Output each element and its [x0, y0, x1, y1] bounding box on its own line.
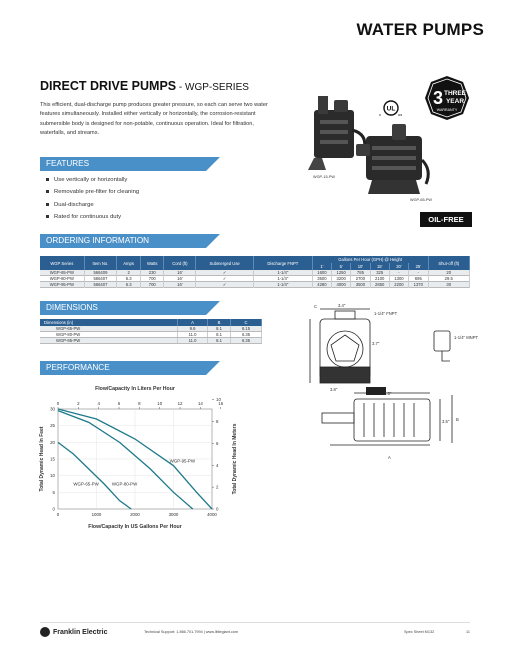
- table-cell: 1-1/4": [253, 282, 312, 288]
- table-cell: 2700: [351, 276, 370, 282]
- y-tick-label: 10: [50, 473, 55, 479]
- dim-d2-label: 3.7": [372, 341, 380, 346]
- page-number: 11: [466, 630, 470, 634]
- table-cell: 566407: [84, 282, 117, 288]
- table-cell: 16': [164, 276, 196, 282]
- col-header: Discharge FNPT: [253, 256, 312, 270]
- svg-text:UL: UL: [386, 105, 396, 113]
- right-tick-label: 10: [216, 397, 221, 403]
- height-header: 5': [332, 263, 351, 270]
- table-cell: 8.1: [207, 332, 230, 338]
- feature-item: Removable pre-filter for cleaning: [46, 186, 139, 198]
- height-header: 10': [351, 263, 370, 270]
- svg-text:YEAR: YEAR: [445, 98, 465, 105]
- top-tick-label: 8: [138, 401, 141, 406]
- table-cell: 16': [164, 282, 196, 288]
- table-cell: 1-1/4": [253, 276, 312, 282]
- table-cell: 325: [370, 270, 389, 276]
- dimensions-band: [40, 301, 206, 315]
- right-tick-label: 6: [216, 440, 219, 446]
- brand-logo: [40, 627, 107, 637]
- table-cell: 9.6: [178, 326, 208, 332]
- table-cell: 3500: [312, 276, 331, 282]
- table-cell: ✓: [196, 270, 254, 276]
- y-tick-label: 5: [52, 489, 55, 495]
- col-header: Dimensions (in): [40, 319, 178, 326]
- col-header: Amps: [117, 256, 141, 270]
- table-cell: 4280: [312, 282, 331, 288]
- spec-sheet-id: Spec Sheet M132: [404, 630, 435, 634]
- table-cell: 700: [141, 276, 164, 282]
- table-cell: 1-1/4": [253, 270, 312, 276]
- bullet-icon: [46, 178, 49, 181]
- dim-c-label: C: [314, 304, 318, 309]
- feature-item: Rated for continuous duty: [46, 211, 139, 223]
- series-label: WGP-95-PW: [169, 458, 196, 464]
- table-cell: 30: [428, 282, 470, 288]
- franklin-logo-icon: [40, 627, 50, 637]
- table-cell: 11.0: [178, 338, 208, 344]
- col-header: Submerged Use: [196, 256, 254, 270]
- svg-text:THREE: THREE: [443, 90, 467, 97]
- svg-text:c: c: [379, 112, 381, 117]
- dim-a-label: A: [388, 455, 391, 460]
- table-cell: 695: [409, 276, 428, 282]
- col-header: C: [231, 319, 262, 326]
- table-cell: -: [389, 270, 408, 276]
- col-header: Shut-off (ft): [428, 256, 470, 270]
- page-title: WATER PUMPS: [356, 20, 484, 39]
- section-title: [40, 79, 249, 93]
- y-tick-label: 20: [50, 439, 55, 445]
- table-cell: ✓: [196, 276, 254, 282]
- table-cell: 6.3: [117, 276, 141, 282]
- x-tick-label: 4000: [207, 512, 217, 517]
- table-cell: 11.0: [178, 332, 208, 338]
- svg-text:us: us: [398, 112, 403, 117]
- col-header: Cord (ft): [164, 256, 196, 270]
- x-axis-label: Flow/Capacity In US Gallons Per Hour: [88, 524, 182, 530]
- ordering-band: [40, 234, 206, 248]
- col-header: WGP Series: [40, 256, 84, 270]
- top-tick-label: 6: [117, 401, 121, 406]
- performance-band: [40, 361, 206, 375]
- performance-chart: [36, 377, 242, 535]
- table-cell: 700: [141, 282, 164, 288]
- chart-title: Flow/Capacity In Liters Per Hour: [95, 386, 175, 392]
- col-header: B: [207, 319, 230, 326]
- y-tick-label: 0: [52, 506, 55, 512]
- table-row: [40, 282, 470, 288]
- table-cell: 20: [428, 270, 470, 276]
- bullet-icon: [46, 215, 49, 218]
- table-cell: 6.3: [117, 282, 141, 288]
- ordering-heading: ORDERING INFORMATION: [46, 236, 150, 245]
- pump-small-label: WGP-15-PW: [313, 175, 335, 179]
- table-cell: WGP-80-PW: [40, 276, 84, 282]
- table-cell: 785: [351, 270, 370, 276]
- svg-text:3: 3: [432, 88, 444, 108]
- top-tick-label: 4: [97, 401, 100, 406]
- table-cell: WGP-65-PW: [40, 270, 84, 276]
- ul-certification-icon: [378, 100, 404, 118]
- dim-d5-label: 3.5": [442, 419, 450, 424]
- right-tick-label: 4: [216, 462, 219, 468]
- top-tick-label: 16: [218, 401, 224, 406]
- top-tick-label: 0: [56, 401, 60, 406]
- table-cell: WGP-65-PW: [40, 326, 178, 332]
- table-cell: 1370: [409, 282, 428, 288]
- intro-paragraph: This efficient, dual-discharge pump produces greater pressure, so each can serve two water features simultaneously. Installed either vertically or horizontally, the corrosion-resistant submersible body is designed for non-potable, continuous operation. Ideal for filtration, waterfalls, and streams.: [40, 102, 268, 136]
- height-header: 15': [370, 263, 389, 270]
- table-cell: WGP-80-PW: [40, 332, 178, 338]
- y-axis-label: Total Dynamic Head In Feet: [39, 426, 45, 492]
- right-tick-label: 8: [216, 419, 219, 425]
- table-cell: 4000: [332, 282, 351, 288]
- table-row: [40, 338, 262, 344]
- dim-d4-label: 1.5": [384, 391, 392, 396]
- dim-b-label: B: [456, 417, 459, 422]
- x-tick-label: 0: [56, 512, 60, 517]
- top-tick-label: 2: [77, 401, 80, 406]
- table-cell: 230: [141, 270, 164, 276]
- table-cell: 16': [164, 270, 196, 276]
- footer-divider: [40, 622, 470, 623]
- right-tick-label: 0: [216, 506, 219, 512]
- support-info: Technical Support: 1.866.701.7994 | www.littlegiant.com: [144, 630, 239, 634]
- height-header: 1': [312, 263, 331, 270]
- table-cell: ✓: [196, 282, 254, 288]
- pump-large-image: [352, 120, 434, 200]
- height-header: 25': [409, 263, 428, 270]
- feature-item: Use vertically or horizontally: [46, 174, 139, 186]
- x-tick-label: 1000: [91, 512, 102, 517]
- ordering-table-body: [40, 270, 470, 288]
- svg-text:WARRANTY: WARRANTY: [436, 108, 458, 112]
- table-cell: 1600: [312, 270, 331, 276]
- y-tick-label: 30: [50, 406, 55, 412]
- table-cell: 2100: [370, 276, 389, 282]
- table-cell: 6.35: [231, 332, 262, 338]
- table-cell: 566407: [84, 276, 117, 282]
- table-cell: 8.1: [207, 326, 230, 332]
- x-tick-label: 2000: [130, 512, 140, 517]
- brand-name: Franklin Electric: [53, 628, 108, 636]
- table-cell: 1300: [389, 276, 408, 282]
- top-tick-label: 14: [197, 401, 203, 406]
- oil-free-badge: OIL-FREE: [420, 212, 472, 227]
- col-header: Gallons Per Hour (GPH) @ Height: [312, 256, 428, 263]
- table-cell: 566409: [84, 270, 117, 276]
- dimension-drawing: [292, 303, 478, 463]
- table-cell: 6.35: [231, 338, 262, 344]
- table-cell: 29.5: [428, 276, 470, 282]
- bullet-icon: [46, 190, 49, 193]
- feature-item: Dual-discharge: [46, 199, 139, 211]
- table-cell: 8.1: [207, 338, 230, 344]
- table-cell: 2: [117, 270, 141, 276]
- features-band: [40, 157, 206, 171]
- y-tick-label: 25: [50, 423, 55, 429]
- dim-d3-label: 3.8": [330, 387, 338, 392]
- height-header: 20': [389, 263, 408, 270]
- warranty-badge-icon: [424, 75, 470, 121]
- series-label: WGP-80-PW: [111, 481, 138, 487]
- table-cell: 2850: [370, 282, 389, 288]
- dimensions-table-body: [40, 326, 262, 344]
- top-tick-label: 10: [157, 401, 163, 406]
- series-label: WGP-65-PW: [73, 481, 99, 487]
- table-cell: 6.15: [231, 326, 262, 332]
- table-cell: 2200: [389, 282, 408, 288]
- section-title-main: DIRECT DRIVE PUMPS: [40, 79, 177, 93]
- col-header: A: [178, 319, 208, 326]
- mnpt-label: 1-1/4" MNPT: [454, 335, 478, 340]
- right-tick-label: 2: [216, 484, 219, 490]
- table-cell: 3200: [332, 276, 351, 282]
- table-cell: -: [409, 270, 428, 276]
- dimensions-heading: DIMENSIONS: [46, 303, 98, 312]
- pump-large-label: WGP-65-PW: [410, 198, 432, 202]
- col-header: Item No.: [84, 256, 117, 270]
- ordering-table: [40, 256, 470, 288]
- dim-d1-label: 3.4": [338, 303, 346, 308]
- table-cell: 3500: [351, 282, 370, 288]
- series-label: - WGP-SERIES: [176, 82, 249, 93]
- table-cell: 1250: [332, 270, 351, 276]
- col-header: Watts: [141, 256, 164, 270]
- y-axis-label-right: Total Dynamic Head In Meters: [232, 423, 238, 495]
- features-heading: FEATURES: [46, 159, 90, 168]
- features-list: [46, 174, 139, 223]
- bullet-icon: [46, 203, 49, 206]
- table-cell: WGP-95-PW: [40, 282, 84, 288]
- fnpt-label: 1-1/4" FNPT: [374, 311, 398, 316]
- x-tick-label: 3000: [168, 512, 179, 517]
- table-cell: WGP-95-PW: [40, 338, 178, 344]
- performance-heading: PERFORMANCE: [46, 363, 110, 372]
- top-tick-label: 12: [177, 401, 183, 406]
- y-tick-label: 15: [50, 456, 55, 462]
- dimensions-table: [40, 319, 262, 344]
